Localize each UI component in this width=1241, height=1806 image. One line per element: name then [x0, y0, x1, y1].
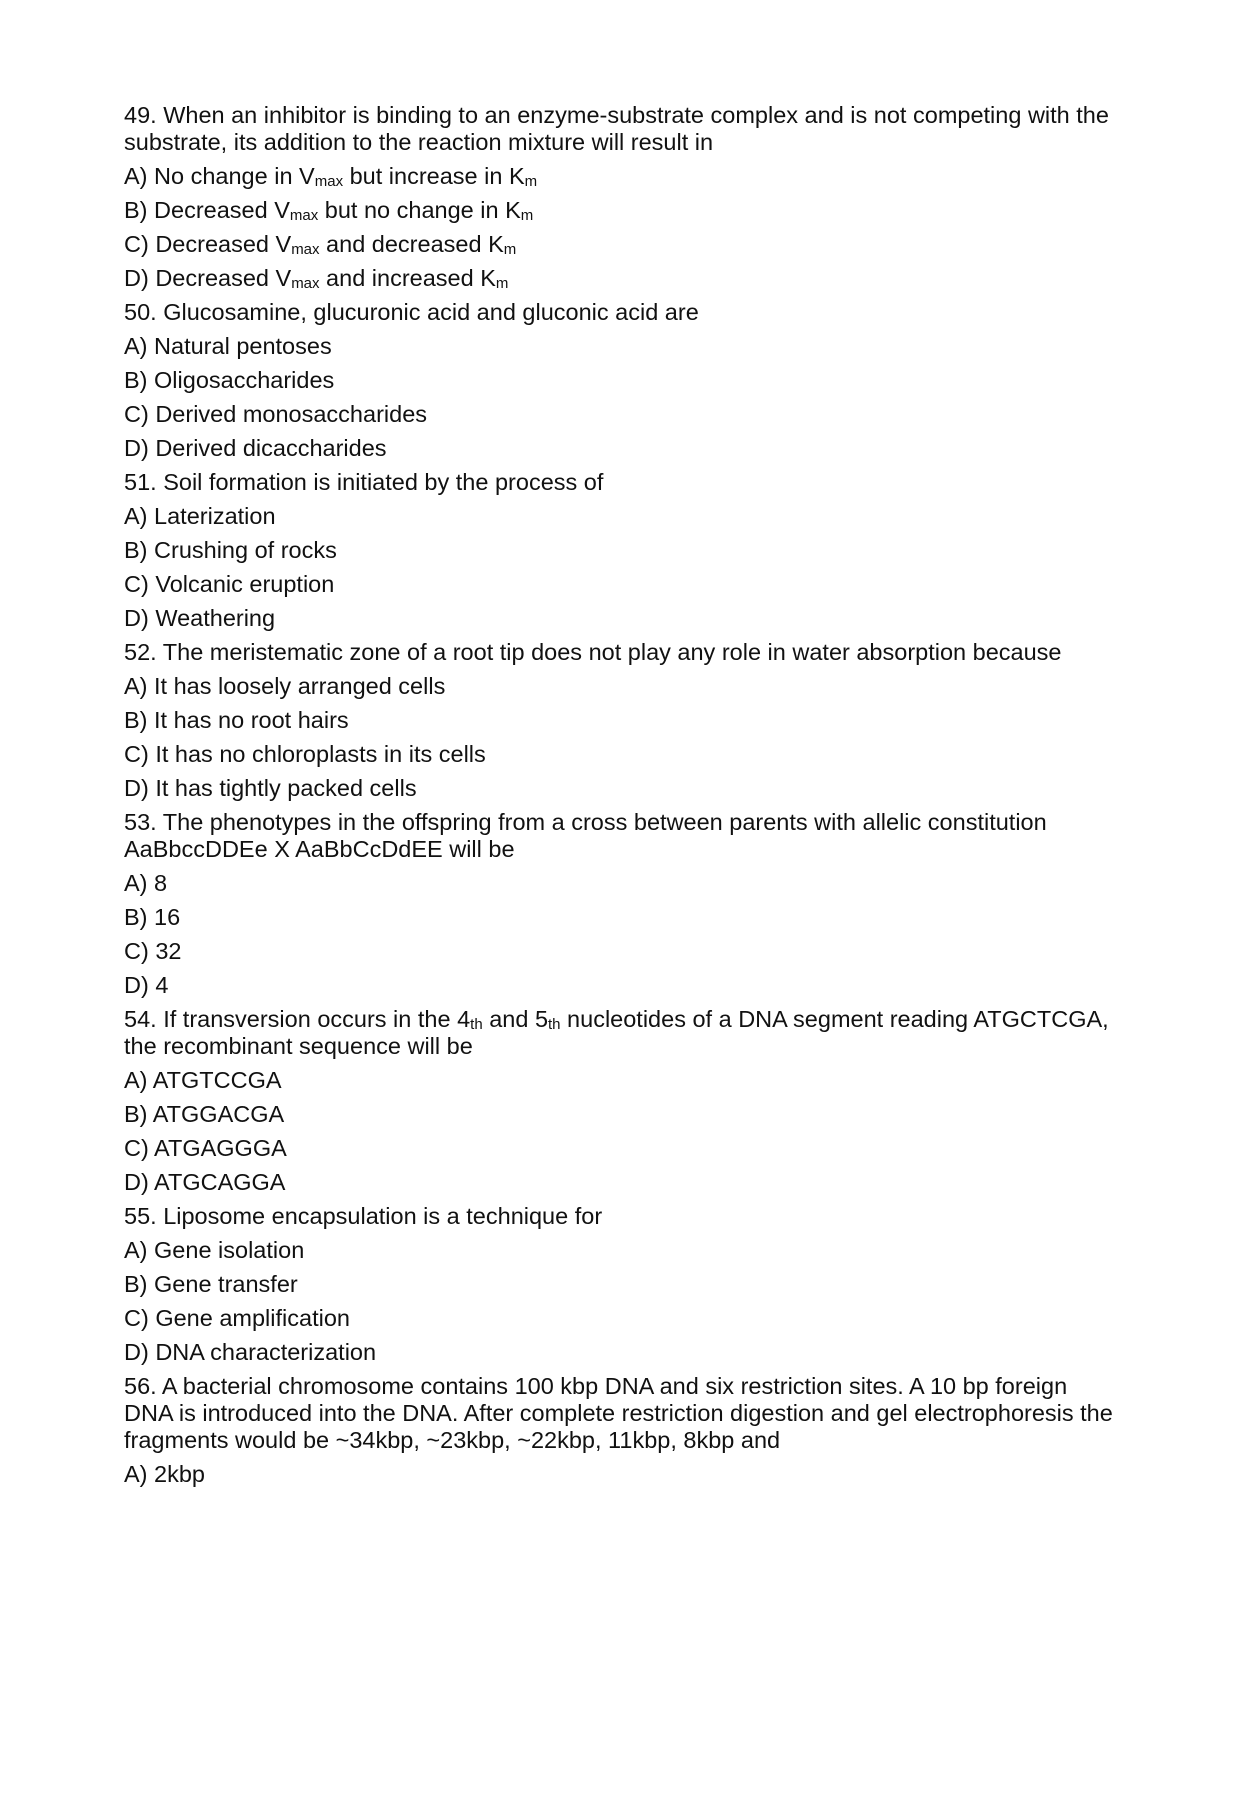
text-run: C) It has no chloroplasts in its cells: [124, 741, 486, 767]
subscript-text: max: [289, 207, 319, 224]
exam-page: [124, 102, 1134, 1495]
text-run: D) It has tightly packed cells: [124, 775, 417, 801]
answer-option: [124, 1237, 1134, 1264]
question-text: [124, 469, 1134, 496]
subscript-text: max: [291, 275, 320, 292]
text-run: but no change in K: [318, 197, 521, 223]
answer-option: [124, 571, 1134, 598]
answer-option: [124, 1461, 1134, 1488]
text-run: A) ATGTCCGA: [124, 1067, 282, 1093]
question-line: 49. When an inhibitor is binding to an enzyme-substrate complex and is not competing with the: [124, 102, 1109, 128]
question-line: substrate, its addition to the reaction mixture will result in: [124, 129, 714, 155]
text-run: C) Derived monosaccharides: [124, 401, 428, 427]
question-text: [124, 102, 1134, 156]
answer-option: [124, 972, 1134, 999]
text-run: the recombinant sequence will be: [124, 1033, 473, 1059]
answer-option: [124, 673, 1134, 700]
text-run: and 5: [482, 1006, 549, 1032]
text-run: and increased K: [319, 265, 496, 291]
answer-option: [124, 1169, 1134, 1196]
text-run: A) 2kbp: [124, 1461, 205, 1487]
answer-option: [124, 741, 1134, 768]
text-run: C) Volcanic eruption: [124, 571, 335, 597]
text-run: D) Derived dicaccharides: [124, 435, 387, 461]
subscript-text: th: [470, 1016, 483, 1033]
question-text: [124, 1203, 1134, 1230]
text-run: C) 32: [124, 938, 182, 964]
text-run: A) No change in V: [124, 163, 315, 189]
question-block: [124, 1006, 1134, 1196]
text-run: B) ATGGACGA: [124, 1101, 285, 1127]
answer-option: [124, 904, 1134, 931]
answer-option: [124, 367, 1134, 394]
text-run: A) Gene isolation: [124, 1237, 305, 1263]
text-run: B) It has no root hairs: [124, 707, 349, 733]
answer-option: [124, 401, 1134, 428]
subscript-text: max: [314, 173, 344, 190]
question-line: fragments would be ~34kbp, ~23kbp, ~22kbp, 11kbp, 8kbp and: [124, 1427, 781, 1453]
text-run: D) ATGCAGGA: [124, 1169, 286, 1195]
answer-option: [124, 503, 1134, 530]
question-block: [124, 809, 1134, 999]
text-run: A) Laterization: [124, 503, 276, 529]
answer-option: [124, 197, 1134, 224]
subscript-text: m: [503, 241, 517, 258]
subscript-text: m: [520, 207, 534, 224]
answer-option: [124, 537, 1134, 564]
question-line: AaBbccDDEe X AaBbCcDdEE will be: [124, 836, 515, 862]
question-text: [124, 639, 1134, 666]
text-run: but increase in K: [343, 163, 525, 189]
text-run: B) Crushing of rocks: [124, 537, 337, 563]
answer-option: [124, 870, 1134, 897]
question-line: DNA is introduced into the DNA. After complete restriction digestion and gel electrophoresis the: [124, 1400, 1113, 1426]
question-text: [124, 1006, 1134, 1060]
question-block: [124, 639, 1134, 802]
subscript-text: m: [495, 275, 509, 292]
question-block: [124, 1373, 1134, 1488]
text-run: A) Natural pentoses: [124, 333, 332, 359]
question-text: [124, 1373, 1134, 1454]
text-run: D) Decreased V: [124, 265, 292, 291]
question-line: 55. Liposome encapsulation is a technique for: [124, 1203, 603, 1229]
text-run: C) Gene amplification: [124, 1305, 350, 1331]
answer-option: [124, 938, 1134, 965]
text-run: D) Weathering: [124, 605, 276, 631]
text-run: D) 4: [124, 972, 169, 998]
answer-option: [124, 605, 1134, 632]
text-run: nucleotides of a DNA segment reading ATGCTCGA,: [560, 1006, 1109, 1032]
text-run: B) 16: [124, 904, 181, 930]
question-text: [124, 809, 1134, 863]
answer-option: [124, 163, 1134, 190]
question-text: [124, 299, 1134, 326]
question-line: [124, 1006, 1134, 1033]
text-run: 54. If transversion occurs in the 4: [124, 1006, 471, 1032]
question-block: [124, 1203, 1134, 1366]
subscript-text: th: [548, 1016, 561, 1033]
answer-option: [124, 1305, 1134, 1332]
answer-option: [124, 1339, 1134, 1366]
text-run: D) DNA characterization: [124, 1339, 377, 1365]
answer-option: [124, 265, 1134, 292]
text-run: and decreased K: [319, 231, 504, 257]
text-run: A) 8: [124, 870, 168, 896]
answer-option: [124, 1101, 1134, 1128]
answer-option: [124, 231, 1134, 258]
text-run: C) ATGAGGGA: [124, 1135, 287, 1161]
answer-option: [124, 1271, 1134, 1298]
subscript-text: m: [524, 173, 538, 190]
subscript-text: max: [291, 241, 320, 258]
answer-option: [124, 333, 1134, 360]
text-run: B) Oligosaccharides: [124, 367, 335, 393]
question-block: [124, 469, 1134, 632]
question-line: 52. The meristematic zone of a root tip does not play any role in water absorption because: [124, 639, 1062, 665]
answer-option: [124, 707, 1134, 734]
question-line: [124, 1033, 1134, 1060]
question-block: [124, 102, 1134, 292]
text-run: B) Gene transfer: [124, 1271, 298, 1297]
question-line: 56. A bacterial chromosome contains 100 kbp DNA and six restriction sites. A 10 bp foreign: [124, 1373, 1068, 1399]
question-line: 51. Soil formation is initiated by the process of: [124, 469, 604, 495]
text-run: B) Decreased V: [124, 197, 290, 223]
question-line: 53. The phenotypes in the offspring from a cross between parents with allelic constitution: [124, 809, 1047, 835]
question-block: [124, 299, 1134, 462]
answer-option: [124, 435, 1134, 462]
text-run: C) Decreased V: [124, 231, 292, 257]
question-line: 50. Glucosamine, glucuronic acid and gluconic acid are: [124, 299, 699, 325]
answer-option: [124, 1135, 1134, 1162]
text-run: A) It has loosely arranged cells: [124, 673, 446, 699]
answer-option: [124, 1067, 1134, 1094]
answer-option: [124, 775, 1134, 802]
